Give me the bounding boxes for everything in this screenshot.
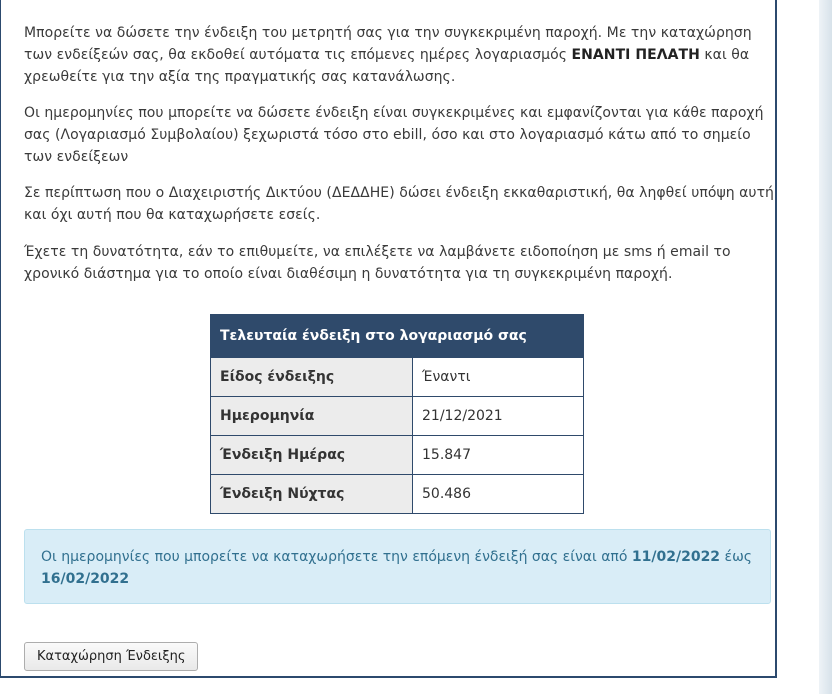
reading-date-value: 21/12/2021 [413, 397, 584, 436]
info-text: Μπορείτε να δώσετε την ένδειξη του μετρητή σας για την συγκεκριμένη παροχή. Με την καταχώρηση των ενδείξεών σας, θα εκδοθεί αυτόματα τις επόμενες ημέρες λογαριασμός [24, 25, 752, 63]
table-row [211, 475, 584, 514]
info-paragraph-notifications: Έχετε τη δυνατότητα, εάν το επιθυμείτε, να επιλέξετε να λαμβάνετε ειδοποίηση με sms ή email το χρονικό διάστημα για το οποίο είναι διαθέσιμη η δυνατότητα για τη συγκεκριμένη παροχή. [24, 244, 731, 282]
alert-text: Οι ημερομηνίες που μπορείτε να καταχωρήσετε την επόμενη ένδειξή σας είναι από [41, 549, 632, 565]
table-row [211, 358, 584, 397]
alert-text: έως [720, 549, 753, 565]
table-row [211, 436, 584, 475]
day-reading-value: 15.847 [413, 436, 584, 475]
date-to: 16/02/2022 [41, 571, 130, 587]
night-reading-label: Ένδειξη Νύχτας [211, 475, 413, 514]
night-reading-value: 50.486 [413, 475, 584, 514]
reading-type-value: Έναντι [413, 358, 584, 397]
info-paragraph-dates: Οι ημερομηνίες που μπορείτε να δώσετε ένδειξη είναι συγκεκριμένες και εμφανίζονται για κάθε παροχή σας (Λογαριασμό Συμβολαίου) ξεχωριστά τόσο στο ebill, όσο και στο λογαριασμό κάτω από το σημείο των ενδείξεων [24, 105, 764, 165]
table-row [211, 397, 584, 436]
next-reading-dates-alert [24, 529, 771, 604]
info-paragraph-submit-reading [24, 22, 774, 88]
reading-date-label: Ημερομηνία [211, 397, 413, 436]
info-text: και θα χρεωθείτε για την αξία της πραγματικής σας κατανάλωσης. [24, 47, 750, 85]
last-reading-table [210, 314, 584, 514]
reading-type-label: Είδος ένδειξης [211, 358, 413, 397]
table-header-row [211, 315, 584, 358]
table-header: Τελευταία ένδειξη στο λογαριασμό σας [211, 315, 584, 358]
info-paragraph-operator: Σε περίπτωση που ο Διαχειριστής Δικτύου (ΔΕΔΔΗΕ) δώσει ένδειξη εκκαθαριστική, θα ληφθεί υπόψη αυτή και όχι αυτή που θα καταχωρήσετε εσείς. [24, 185, 774, 223]
day-reading-label: Ένδειξη Ημέρας [211, 436, 413, 475]
bill-type-emphasis: ΕΝΑΝΤΙ ΠΕΛΑΤΗ [571, 47, 700, 63]
submit-reading-button[interactable]: Καταχώρηση Ένδειξης [24, 642, 198, 671]
scrollbar[interactable] [819, 0, 832, 694]
date-from: 11/02/2022 [631, 549, 721, 565]
